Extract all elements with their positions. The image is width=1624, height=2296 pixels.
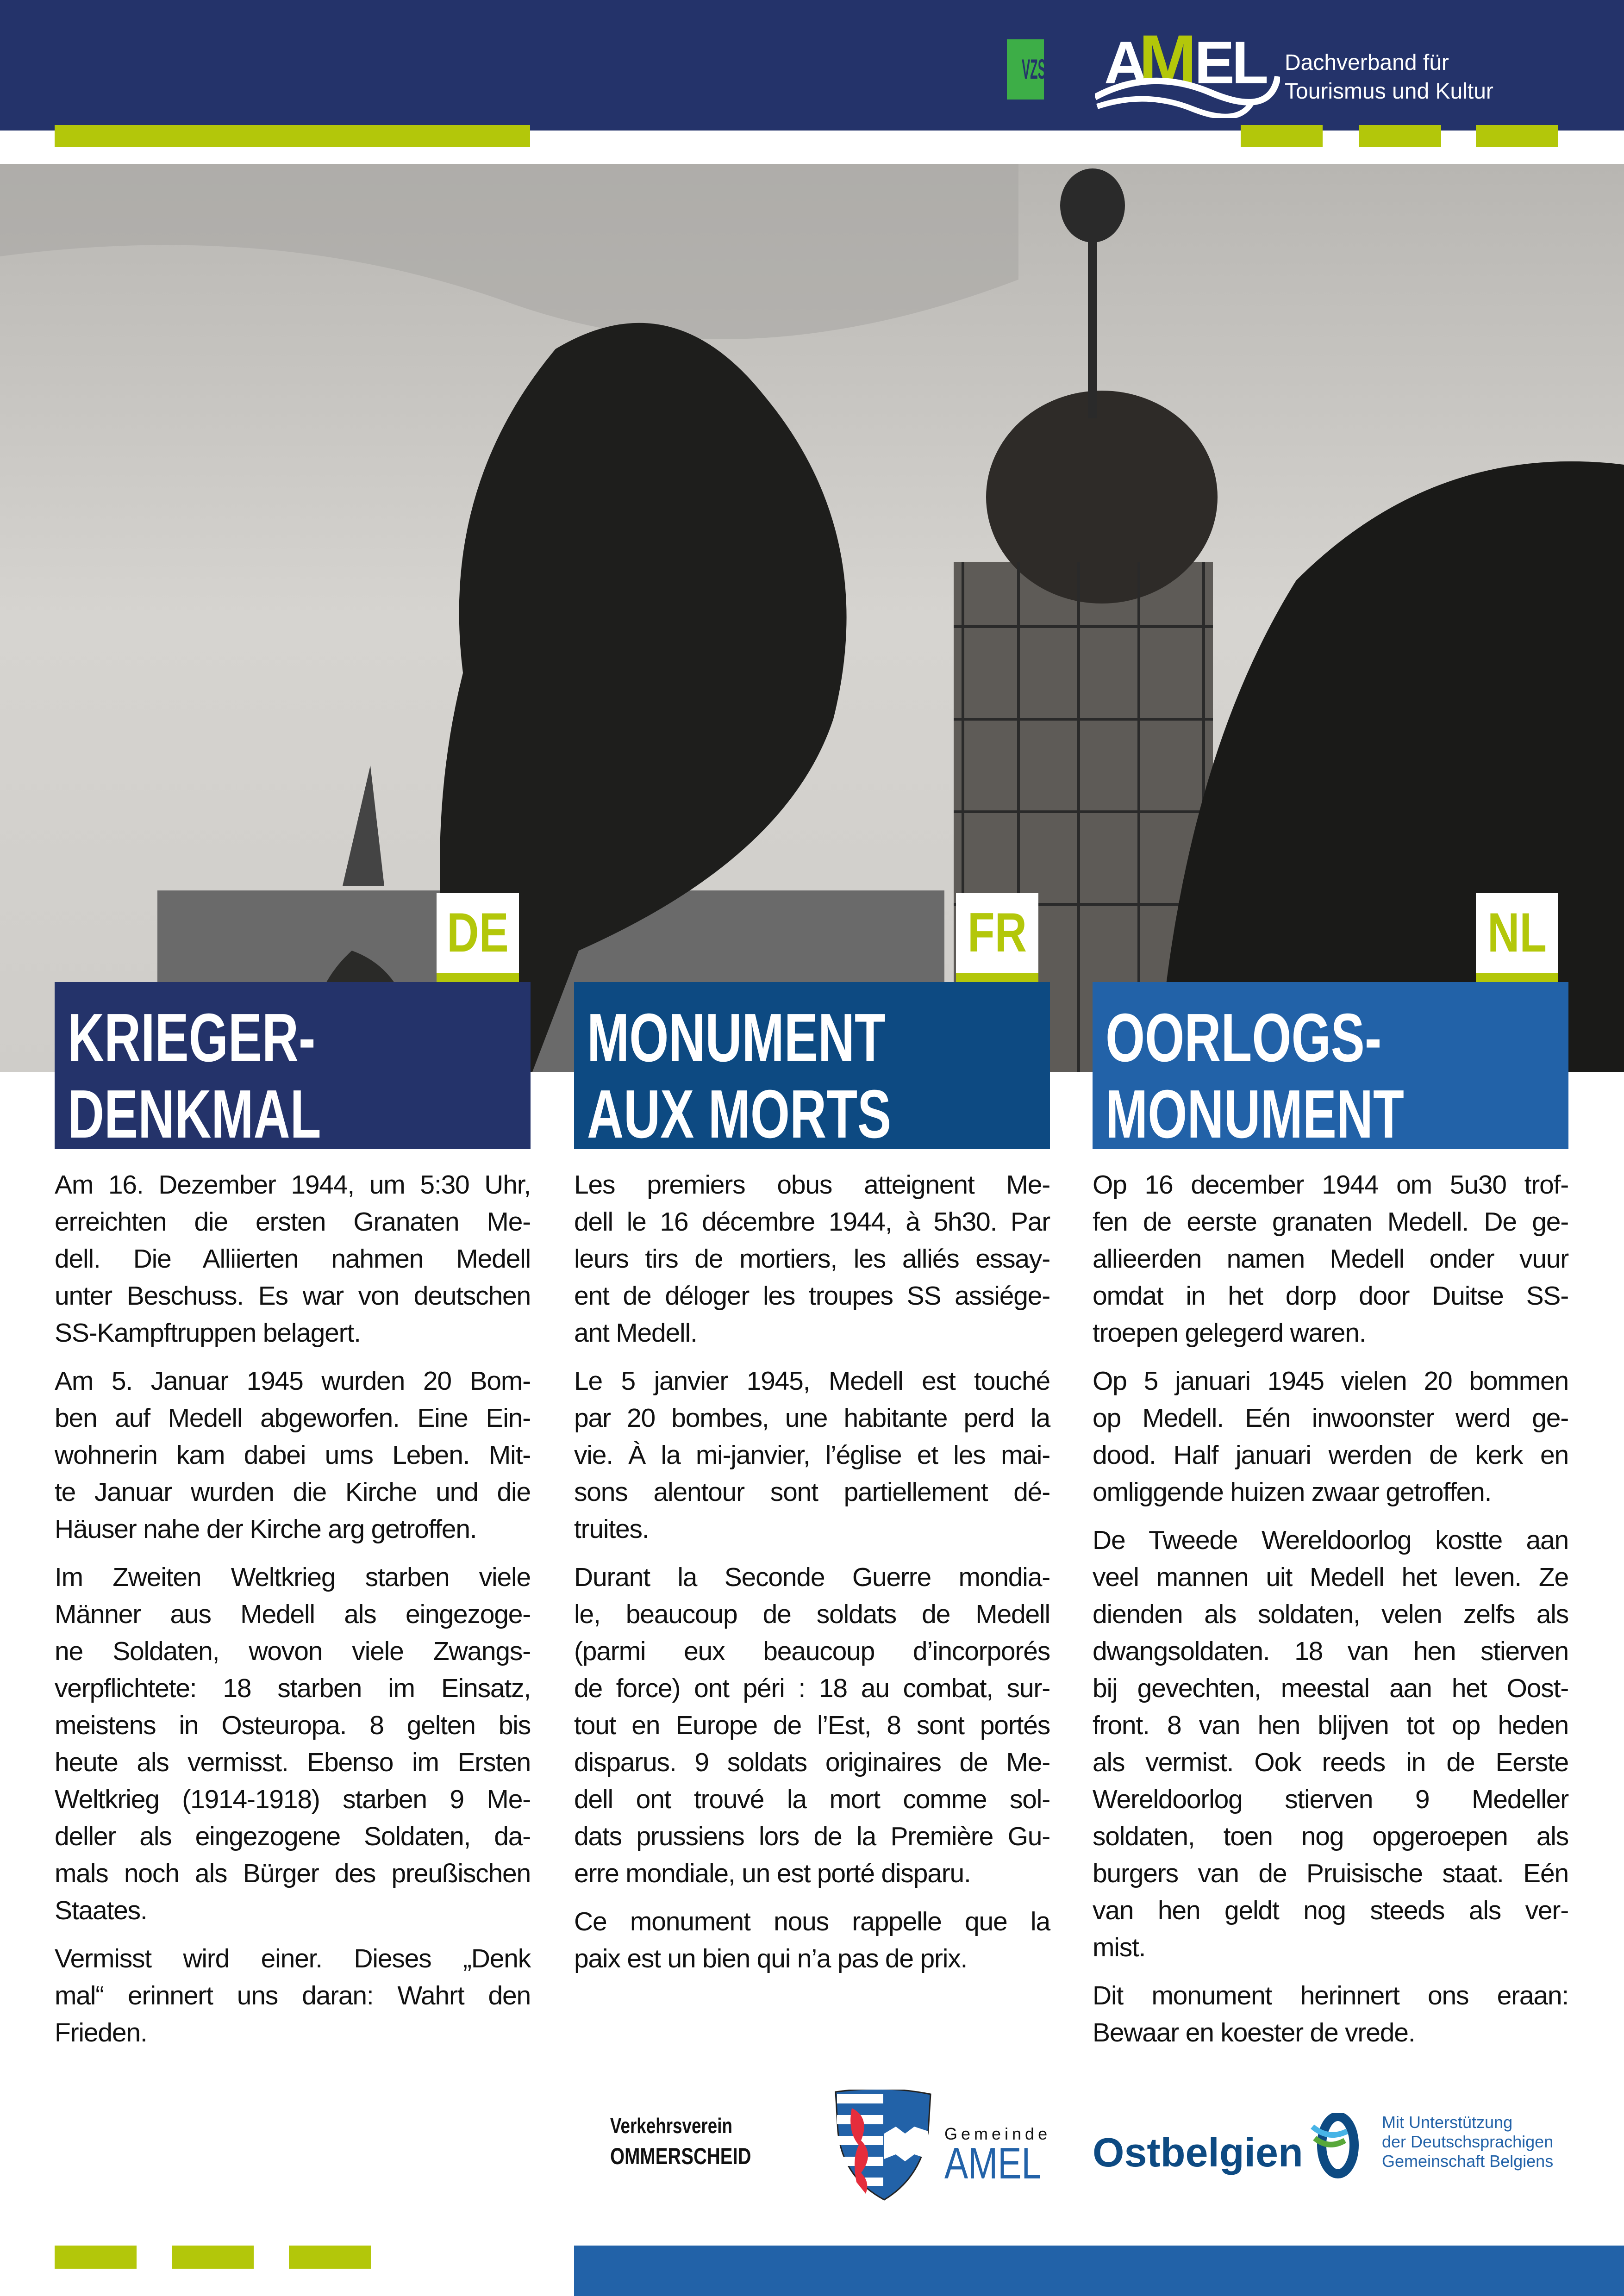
paragraph [1093, 1522, 1568, 1966]
text-line: Vermisst wird einer. Dieses „Denk [55, 1944, 531, 1973]
text-line: Bewaar en koester de vrede. [1093, 2018, 1415, 2047]
amel-logo [1095, 25, 1280, 118]
text-line: dats prussiens lors de la Première Gu- [574, 1822, 1050, 1851]
text-line: sons alentour sont partiellement dé- [574, 1477, 1050, 1507]
text-line: Op 16 december 1944 om 5u30 trof- [1093, 1170, 1568, 1200]
text-line: omdat in het dorp door Duitse SS- [1093, 1281, 1568, 1311]
paragraph [55, 1363, 531, 1548]
text-line: disparus. 9 soldats originaires de Me- [574, 1748, 1050, 1777]
text-line: Männer aus Medell als eingezoge- [55, 1599, 531, 1629]
paragraph [1093, 1977, 1568, 2051]
text-line: burgers van de Pruisische staat. Eén [1093, 1859, 1568, 1888]
logo-text: Verkehrsverein [610, 2114, 732, 2138]
paragraph [55, 1559, 531, 1929]
text-line: dell ont trouvé la mort comme sol- [574, 1785, 1050, 1814]
logo-text: OMMERSCHEID [610, 2143, 751, 2169]
text-line: dwangsoldaten. 18 van hen stierven [1093, 1636, 1568, 1666]
text-line: erreichten die ersten Granaten Me- [55, 1207, 531, 1237]
text-line: Durant la Seconde Guerre mondia- [574, 1562, 1050, 1592]
text-line: de force) ont péri : 18 au combat, sur- [574, 1674, 1050, 1703]
text-line: front. 8 van hen blijven tot op heden [1093, 1711, 1568, 1740]
text-line: veel mannen uit Medell het leven. Ze [1093, 1562, 1568, 1592]
tagline-line: Tourismus und Kultur [1285, 79, 1493, 104]
support-note [1382, 2113, 1553, 2171]
text-line: omliggende huizen zwaar getroffen. [1093, 1477, 1492, 1507]
text-line: Le 5 janvier 1945, Medell est touché [574, 1366, 1050, 1396]
tagline-line: Dachverband für [1285, 50, 1449, 75]
accent-square [1476, 125, 1558, 147]
text-line: SS-Kampftruppen belagert. [55, 1318, 361, 1348]
paragraph [1093, 1363, 1568, 1511]
text-line: paix est un bien qui n’a pas de prix. [574, 1944, 968, 1973]
accent-square [1241, 125, 1323, 147]
text-line: ant Medell. [574, 1318, 697, 1348]
text-line: soldaten, toen nog opgeroepen als [1093, 1822, 1568, 1851]
paragraph [55, 1166, 531, 1351]
text-line: troepen gelegerd waren. [1093, 1318, 1366, 1348]
title-line: OORLOGS- [1106, 1000, 1382, 1076]
text-line: ne Soldaten, wovon viele Zwangs- [55, 1636, 531, 1666]
header-band [0, 0, 1624, 131]
text-line: heute als vermisst. Ebenso im Ersten [55, 1748, 531, 1777]
text-line: mals noch als Bürger des preußischen [55, 1859, 531, 1888]
title-box-fr [574, 982, 1050, 1152]
text-line: verpflichtete: 18 starben im Einsatz, [55, 1674, 531, 1703]
text-line: Ce monument nous rappelle que la [574, 1907, 1050, 1936]
text-line: Wereldoorlog stierven 9 Medeller [1093, 1785, 1568, 1814]
amel-tagline [1285, 49, 1493, 106]
accent-square [55, 2246, 137, 2269]
language-code: FR [968, 902, 1027, 964]
paragraph [574, 1903, 1050, 1977]
text-line: (parmi eux beaucoup d’incorporés [574, 1636, 1050, 1666]
text-line: tout en Europe de l’Est, 8 sont portés [574, 1711, 1050, 1740]
text-line: ben auf Medell abgeworfen. Eine Ein- [55, 1403, 531, 1433]
text-line: allieerden namen Medell onder vuur [1093, 1244, 1568, 1274]
text-line: bij gevechten, meestal aan het Oost- [1093, 1674, 1568, 1703]
paragraph [1093, 1166, 1568, 1351]
svg-text:M: M [1139, 25, 1194, 98]
accent-square [172, 2246, 254, 2269]
text-line: erre mondiale, un est porté disparu. [574, 1859, 971, 1888]
text-line: dell. Die Alliierten nahmen Medell [55, 1244, 531, 1274]
language-code: DE [447, 902, 509, 964]
text-line: le, beaucoup de soldats de Medell [574, 1599, 1050, 1629]
text-line: unter Beschuss. Es war von deutschen [55, 1281, 531, 1311]
language-tag-de [437, 893, 519, 991]
text-line: Häuser nahe der Kirche arg getroffen. [55, 1514, 477, 1544]
accent-square [1359, 125, 1441, 147]
text-line: truites. [574, 1514, 649, 1544]
historic-church-photo [0, 164, 1624, 1072]
accent-bar [55, 125, 530, 147]
verkehrsverein-logo [610, 2110, 787, 2172]
text-line: ent de déloger les troupes SS assiége- [574, 1281, 1050, 1311]
text-line: meistens in Osteuropa. 8 gelten bis [55, 1711, 531, 1740]
support-line: Gemeinschaft Belgiens [1382, 2152, 1554, 2171]
text-line: De Tweede Wereldoorlog kostte aan [1093, 1525, 1568, 1555]
language-code: NL [1487, 902, 1547, 964]
text-line: Weltkrieg (1914-1918) starben 9 Me- [55, 1785, 531, 1814]
title-line: MONUMENT [587, 1000, 886, 1076]
text-line: van hen geldt nog steeds als ver- [1093, 1896, 1568, 1925]
support-line: Mit Unterstützung [1382, 2113, 1513, 2132]
accent-square [289, 2246, 371, 2269]
text-line: Am 16. Dezember 1944, um 5:30 Uhr, [55, 1170, 531, 1200]
amel-coat-of-arms-icon [833, 2090, 935, 2203]
text-line: Op 5 januari 1945 vielen 20 bommen [1093, 1366, 1568, 1396]
text-line: dood. Half januari werden de kerk en [1093, 1440, 1568, 1470]
text-line: Im Zweiten Weltkrieg starben viele [55, 1562, 531, 1592]
svg-text:EL: EL [1194, 29, 1266, 96]
text-line: mal“ erinnert uns daran: Wahrt den [55, 1981, 531, 2010]
text-line: deller als eingezogene Soldaten, da- [55, 1822, 531, 1851]
bottom-bar [574, 2246, 1624, 2296]
text-line: als vermist. Ook reeds in de Eerste [1093, 1748, 1568, 1777]
text-line: te Januar wurden die Kirche und die [55, 1477, 531, 1507]
gemeinde-label: Gemeinde [944, 2124, 1051, 2143]
language-tag-nl [1476, 893, 1558, 991]
text-line: Dit monument herinnert ons eraan: [1093, 1981, 1568, 2010]
title-line: MONUMENT [1106, 1076, 1404, 1152]
text-column-de [55, 1166, 531, 2062]
title-line: KRIEGER- [68, 1000, 316, 1076]
title-line: AUX MORTS [587, 1076, 892, 1152]
ostbelgien-swoosh-icon [1310, 2113, 1361, 2184]
text-line: par 20 bombes, une habitante perd la [574, 1403, 1050, 1433]
text-line: fen de eerste granaten Medell. De ge- [1093, 1207, 1568, 1237]
text-line: Staates. [55, 1896, 147, 1925]
text-line: Frieden. [55, 2018, 147, 2047]
ostbelgien-logo: Ostbelgien [1093, 2129, 1303, 2175]
language-tag-fr [956, 893, 1038, 991]
text-column-nl [1093, 1166, 1568, 2062]
paragraph [574, 1559, 1050, 1892]
vzs-logo: VZS [1007, 39, 1044, 100]
paragraph [574, 1363, 1050, 1548]
title-line: DENKMAL [68, 1076, 321, 1152]
svg-text:A: A [1104, 29, 1145, 96]
support-line: der Deutschsprachigen [1382, 2132, 1554, 2151]
title-box-de [55, 982, 531, 1152]
paragraph [574, 1166, 1050, 1351]
text-line: op Medell. Eén inwoonster werd ge- [1093, 1403, 1568, 1433]
text-column-fr [574, 1166, 1050, 1988]
gemeinde-name: AMEL [944, 2139, 1042, 2188]
text-line: mist. [1093, 1933, 1146, 1962]
text-line: wohnerin kam dabei ums Leben. Mit- [55, 1440, 531, 1470]
text-line: vie. À la mi-janvier, l’église et les mai- [574, 1440, 1050, 1470]
paragraph [55, 1940, 531, 2051]
text-line: dell le 16 décembre 1944, à 5h30. Par [574, 1207, 1050, 1237]
text-line: leurs tirs de mortiers, les alliés essay- [574, 1244, 1050, 1274]
title-box-nl [1093, 982, 1568, 1152]
text-line: Am 5. Januar 1945 wurden 20 Bom- [55, 1366, 531, 1396]
text-line: Les premiers obus atteignent Me- [574, 1170, 1050, 1200]
text-line: dienden als soldaten, velen zelfs als [1093, 1599, 1568, 1629]
